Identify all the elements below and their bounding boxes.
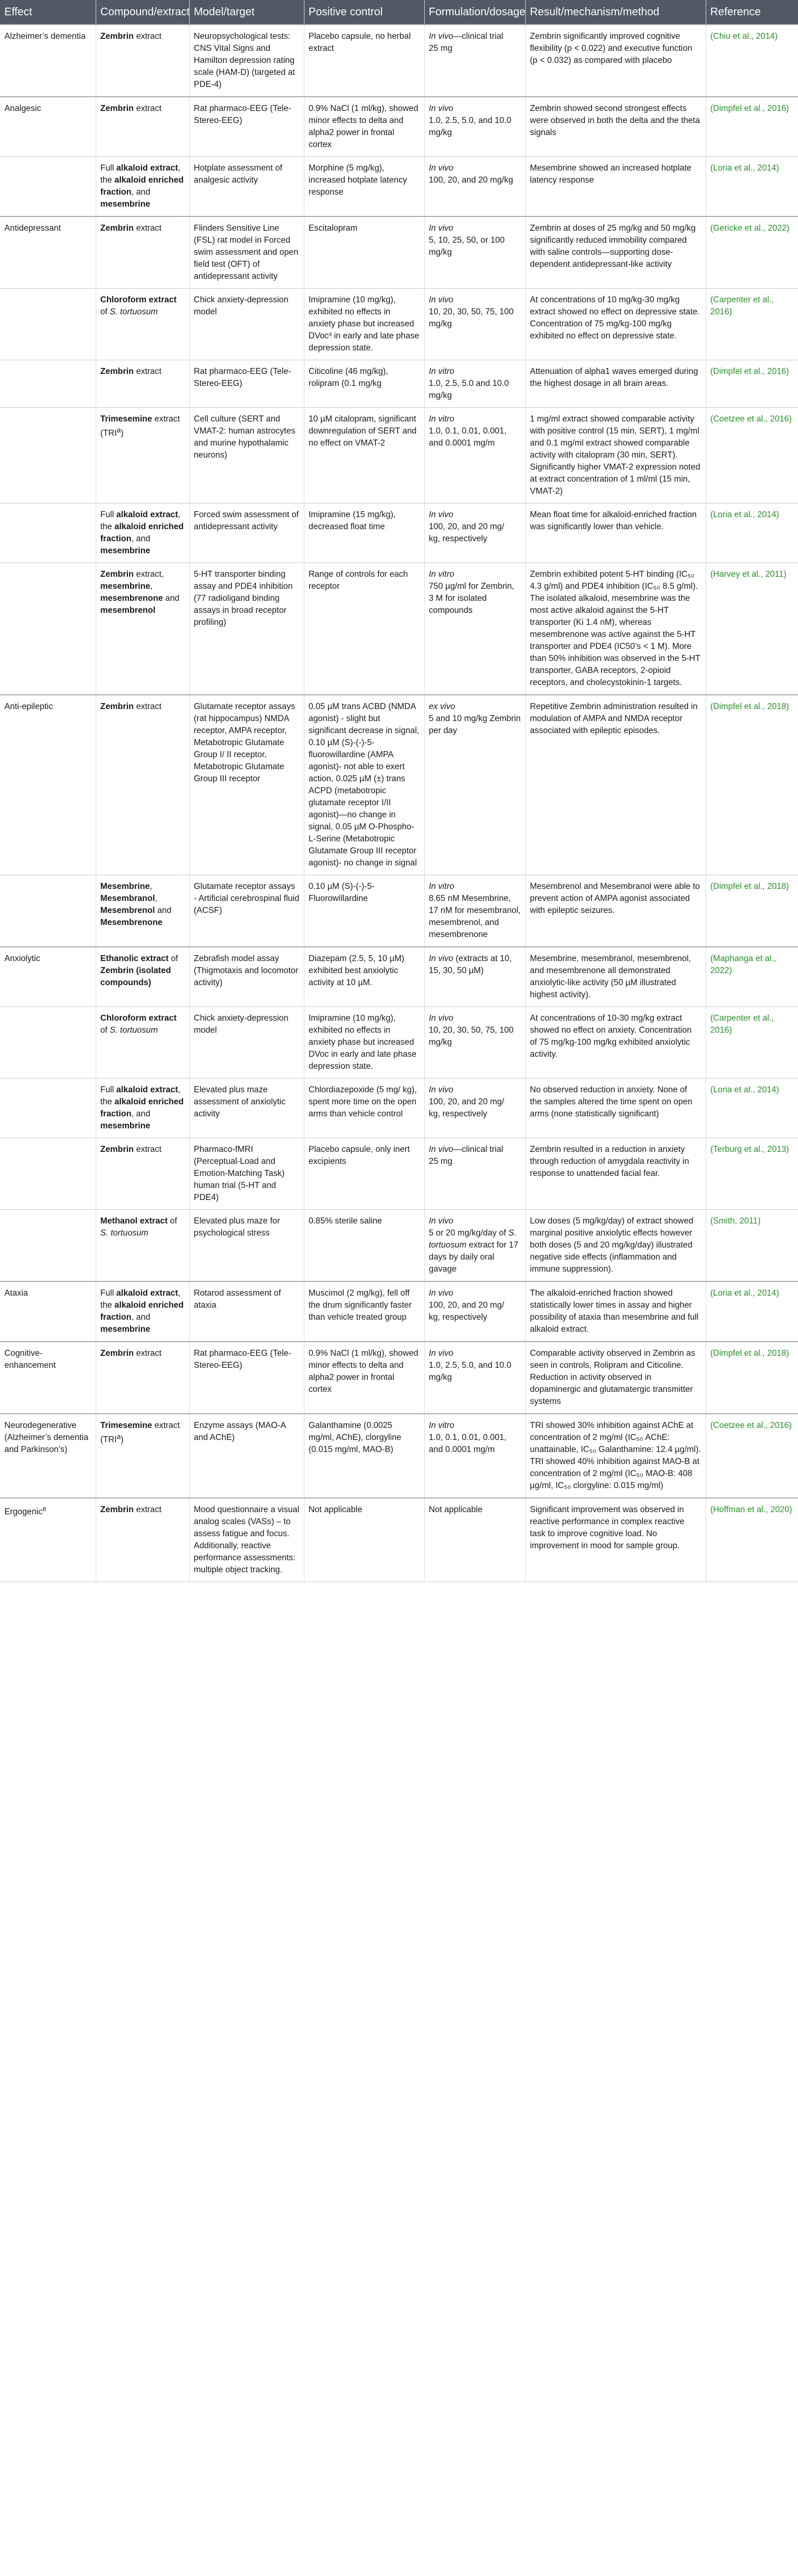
result-cell: Mesembrenol and Mesembranol were able to prevent action of AMPA agonist associated with epileptic seizures.	[525, 875, 706, 947]
reference-link[interactable]: (Maphanga et al., 2022)	[706, 947, 798, 1007]
header-control: Positive control	[304, 0, 424, 25]
compound-cell: Full alkaloid extract, the alkaloid enriched fraction, and mesembrine	[96, 504, 189, 563]
result-cell: Zembrin resulted in a reduction in anxiety through reduction of amygdala reactivity in response to unattended facial fear.	[525, 1138, 706, 1210]
reference-link[interactable]: (Dimpfel et al., 2018)	[706, 1342, 798, 1414]
compound-cell: Zembrin extract	[96, 695, 189, 875]
control-cell: Diazepam (2.5, 5, 10 µM) exhibited best anxiolytic activity at 10 µM.	[304, 947, 424, 1007]
control-cell: 0.05 µM trans ACBD (NMDA agonist) - slight but significant decrease in signal, 0.10 µM (S)-(-)-5-fluorowillardine (AMPA agonist)- not able to exert action, 0.025 µM (±) trans ACPD (metabotropic glutamate receptor I/II agonist)—no change in signal, 0.05 µM O-Phospho-L-Serine (Metabotropic Glutamate Group III receptor agonist)- no change in signal	[304, 695, 424, 875]
model-cell: Neuropsychological tests: CNS Vital Signs and Hamilton depression rating scale (HAM-D) (targeted at PDE-4)	[189, 25, 304, 97]
dosage-cell: In vivo 5, 10, 25, 50, or 100 mg/kg	[424, 216, 525, 289]
compound-cell: Full alkaloid extract, the alkaloid enriched fraction, and mesembrine	[96, 157, 189, 217]
table-row	[0, 1007, 798, 1079]
control-cell: 0.10 µM (S)-(-)-5-Fluorowillardine	[304, 875, 424, 947]
result-cell: Zembrin significantly improved cognitive flexibility (p < 0.022) and executive function (p < 0.032) as compared with placebo	[525, 25, 706, 97]
dosage-cell: In vivo 1.0, 2.5, 5.0, and 10.0 mg/kg	[424, 97, 525, 157]
dosage-cell: In vivo 100, 20, and 20 mg/ kg, respectively	[424, 1079, 525, 1138]
table-row	[0, 1079, 798, 1138]
reference-link[interactable]: (Terburg et al., 2013)	[706, 1138, 798, 1210]
compound-cell: Zembrin extract, mesembrine, mesembrenone and mesembrenol	[96, 563, 189, 695]
compound-cell: Zembrin extract	[96, 1138, 189, 1210]
dosage-cell: In vivo 100, 20, and 20 mg/kg	[424, 157, 525, 217]
table-row	[0, 1281, 798, 1342]
control-cell: Escitalopram	[304, 216, 424, 289]
dosage-cell: In vivo 1.0, 2.5, 5.0, and 10.0 mg/kg	[424, 1342, 525, 1414]
result-cell: Zembrin exhibited potent 5-HT binding (IC₅₀ 4.3 g/ml) and PDE4 inhibition (IC₅₀ 8.5 g/ml). The isolated alkaloid, mesembrine was the most active alkaloid against the 5-HT transporter (Ki 1.4 nM), whereas mesembrenone was active against the 5-HT transporter and PDE4 (IC50’s < 1 M). More than 50% inhibition was observed in the 5-HT transporter, GABA receptors, 2-opioid receptors, and cholecystokinin-1 targets.	[525, 563, 706, 695]
table-row	[0, 1138, 798, 1210]
effect-cell: Antidepressant	[0, 216, 96, 289]
reference-link[interactable]: (Smith, 2011)	[706, 1210, 798, 1282]
table-row	[0, 695, 798, 875]
model-cell: Rotarod assessment of ataxia	[189, 1281, 304, 1342]
result-cell: No observed reduction in anxiety. None of the samples altered the time spent on open arms (none statistically significant)	[525, 1079, 706, 1138]
table-row	[0, 157, 798, 217]
dosage-cell: In vivo (extracts at 10, 15, 30, 50 µM)	[424, 947, 525, 1007]
model-cell: Rat pharmaco-EEG (Tele-Stereo-EEG)	[189, 1342, 304, 1414]
table-row	[0, 1342, 798, 1414]
dosage-cell: In vivo—clinical trial 25 mg	[424, 25, 525, 97]
compound-cell: Zembrin extract	[96, 1342, 189, 1414]
table-row	[0, 875, 798, 947]
effect-cell: Ergogenic$^e$	[0, 1498, 96, 1582]
result-cell: Attenuation of alpha1 waves emerged during the highest dosage in all brain areas.	[525, 360, 706, 408]
header-result: Result/mechanism/method	[525, 0, 706, 25]
reference-link[interactable]: (Hoffman et al., 2020)	[706, 1498, 798, 1582]
result-cell: Zembrin showed second strongest effects were observed in both the delta and the theta signals	[525, 97, 706, 157]
control-cell: Galanthamine (0.0025 mg/ml, AChE), clorgyline (0.015 mg/ml, MAO-B)	[304, 1414, 424, 1498]
table-row	[0, 1498, 798, 1582]
model-cell: Rat pharmaco-EEG (Tele-Stereo-EEG)	[189, 360, 304, 408]
header-reference: Reference	[706, 0, 798, 25]
effect-cell: Neurodegenerative (Alzheimer’s dementia and Parkinson’s)	[0, 1414, 96, 1498]
effect-cell	[0, 360, 96, 408]
result-cell: Significant improvement was observed in reactive performance in complex reactive task to improve cognitive load. No improvement in mood for sample group.	[525, 1498, 706, 1582]
result-cell: Mesembrine showed an increased hotplate latency response	[525, 157, 706, 217]
effect-cell	[0, 408, 96, 504]
model-cell: Enzyme assays (MAO-A and AChE)	[189, 1414, 304, 1498]
header-model: Model/target	[189, 0, 304, 25]
result-cell: Low doses (5 mg/kg/day) of extract showed marginal positive anxiolytic effects however both doses (5 and 20 mg/kg/day) illustrated negative side effects (inflammation and immune suppression).	[525, 1210, 706, 1282]
effect-cell	[0, 1138, 96, 1210]
reference-link[interactable]: (Dimpfel et al., 2018)	[706, 695, 798, 875]
reference-link[interactable]: (Loria et al., 2014)	[706, 157, 798, 217]
dosage-cell: In vivo 100, 20, and 20 mg/ kg, respectively	[424, 1281, 525, 1342]
table-row	[0, 504, 798, 563]
model-cell: Hotplate assessment of analgesic activity	[189, 157, 304, 217]
reference-link[interactable]: (Loria et al., 2014)	[706, 1079, 798, 1138]
control-cell: Imipramine (15 mg/kg), decreased float time	[304, 504, 424, 563]
effect-cell: Cognitive-enhancement	[0, 1342, 96, 1414]
effect-cell	[0, 1007, 96, 1079]
compound-cell: Full alkaloid extract, the alkaloid enriched fraction, and mesembrine	[96, 1281, 189, 1342]
model-cell: Rat pharmaco-EEG (Tele-Stereo-EEG)	[189, 97, 304, 157]
reference-link[interactable]: (Carpenter et al., 2016)	[706, 289, 798, 360]
control-cell: 0.9% NaCl (1 ml/kg), showed minor effects to delta and alpha2 power in frontal cortex	[304, 97, 424, 157]
compound-cell: Zembrin extract	[96, 360, 189, 408]
model-cell: Mood questionnaire a visual analog scales (VASs) – to assess fatigue and focus. Additionally, reactive performance assessments: multiple object tracking.	[189, 1498, 304, 1582]
table-row	[0, 216, 798, 289]
control-cell: Placebo capsule, only inert excipients	[304, 1138, 424, 1210]
table-row	[0, 408, 798, 504]
result-cell: At concentrations of 10 mg/kg-30 mg/kg extract showed no effect on depressive state. Concentration of 75 mg/kg-100 mg/kg exhibited no effect on depressive state.	[525, 289, 706, 360]
reference-link[interactable]: (Dimpfel et al., 2018)	[706, 875, 798, 947]
model-cell: Elevated plus maze for psychological stress	[189, 1210, 304, 1282]
header-effect: Effect	[0, 0, 96, 25]
reference-link[interactable]: (Coetzee et al., 2016)	[706, 408, 798, 504]
compound-cell: Zembrin extract	[96, 25, 189, 97]
table-row	[0, 563, 798, 695]
dosage-cell: In vivo 100, 20, and 20 mg/ kg, respectively	[424, 504, 525, 563]
compound-cell: Full alkaloid extract, the alkaloid enriched fraction, and mesembrine	[96, 1079, 189, 1138]
header-dosage: Formulation/dosage	[424, 0, 525, 25]
compound-cell: Trimesemine extract (TRI$^a$)	[96, 1414, 189, 1498]
model-cell: Pharmaco-fMRI (Perceptual-Load and Emotion-Matching Task) human trial (5-HT and PDE4)	[189, 1138, 304, 1210]
effect-cell	[0, 289, 96, 360]
control-cell: Morphine (5 mg/kg), increased hotplate latency response	[304, 157, 424, 217]
effect-cell: Anxiolytic	[0, 947, 96, 1007]
result-cell: TRI showed 30% inhibition against AChE at concentration of 2 mg/ml (IC₅₀ AChE: unattainable, IC₅₀ Galanthamine: 12.4 µg/ml). TRI showed 40% inhibition against MAO-B at concentration of 2 mg/ml (IC₅₀ MAO-B: 408 µg/ml, IC₅₀ clorgyline: 0.015 mg/ml)	[525, 1414, 706, 1498]
model-cell: Zebrafish model assay (Thigmotaxis and locomotor activity)	[189, 947, 304, 1007]
model-cell: Elevated plus maze assessment of anxiolytic activity	[189, 1079, 304, 1138]
control-cell: Imipramine (10 mg/kg), exhibited no effects in anxiety phase but increased DVoc³ in early and late phase depression state.	[304, 289, 424, 360]
table-row	[0, 1210, 798, 1282]
table-row	[0, 289, 798, 360]
result-cell: Mean float time for alkaloid-enriched fraction was significantly lower than vehicle.	[525, 504, 706, 563]
result-cell: The alkaloid-enriched fraction showed statistically lower times in assay and higher possibility of ataxia than mesembrine and full alkaloid extract.	[525, 1281, 706, 1342]
effect-cell	[0, 157, 96, 217]
control-cell: Placebo capsule, no herbal extract	[304, 25, 424, 97]
effect-cell	[0, 875, 96, 947]
effect-cell	[0, 1210, 96, 1282]
compound-cell: Zembrin extract	[96, 1498, 189, 1582]
effect-cell	[0, 504, 96, 563]
reference-link[interactable]: (Dimpfel et al., 2016)	[706, 97, 798, 157]
result-cell: Zembrin at doses of 25 mg/kg and 50 mg/kg significantly reduced immobility compared with saline controls—supporting dose-dependent antidepressant-like activity	[525, 216, 706, 289]
header-compound: Compound/extract	[96, 0, 189, 25]
reference-link[interactable]: (Loria et al., 2014)	[706, 1281, 798, 1342]
table-row	[0, 947, 798, 1007]
table-row	[0, 1414, 798, 1498]
control-cell: Range of controls for each receptor	[304, 563, 424, 695]
model-cell: Cell culture (SERT and VMAT-2: human astrocytes and murine hypothalamic neurons)	[189, 408, 304, 504]
effect-cell: Analgesic	[0, 97, 96, 157]
compound-cell: Zembrin extract	[96, 216, 189, 289]
compound-cell: Chloroform extract of S. tortuosum	[96, 289, 189, 360]
dosage-cell: ex vivo 5 and 10 mg/kg Zembrin per day	[424, 695, 525, 875]
compound-cell: Chloroform extract of S. tortuosum	[96, 1007, 189, 1079]
model-cell: Flinders Sensitive Line (FSL) rat model in Forced swim assessment and open field test (OFT) of antidepressant activity	[189, 216, 304, 289]
control-cell: Imipramine (10 mg/kg), exhibited no effects in anxiety phase but increased DVoc in early and late phase depression state.	[304, 1007, 424, 1079]
reference-link[interactable]: (Carpenter et al., 2016)	[706, 1007, 798, 1079]
model-cell: Chick anxiety-depression model	[189, 1007, 304, 1079]
result-cell: Mesembrine, mesembranol, mesembrenol, and mesembrenone all demonstrated anxiolytic-like activity (50 µM illustrated highest activity).	[525, 947, 706, 1007]
effect-cell	[0, 1079, 96, 1138]
effect-cell: Alzheimer’s dementia	[0, 25, 96, 97]
table-row	[0, 360, 798, 408]
table-body	[0, 25, 798, 1582]
reference-link[interactable]: (Chiu et al., 2014)	[706, 25, 798, 97]
dosage-cell: In vivo 5 or 20 mg/kg/day of S. tortuosum extract for 17 days by daily oral gavage	[424, 1210, 525, 1282]
compound-cell: Zembrin extract	[96, 97, 189, 157]
dosage-cell: In vitro 8.65 nM Mesembrine, 17 nM for mesembranol, mesembrenol, and mesembrenone	[424, 875, 525, 947]
result-cell: Repetitive Zembrin administration resulted in modulation of AMPA and NMDA receptor associated with epileptic episodes.	[525, 695, 706, 875]
reference-link[interactable]: (Dimpfel et al., 2016)	[706, 360, 798, 408]
table-row	[0, 25, 798, 97]
model-cell: 5-HT transporter binding assay and PDE4 inhibition (77 radioligand binding assays in broad receptor profiling)	[189, 563, 304, 695]
result-cell: 1 mg/ml extract showed comparable activity with positive control (15 min, SERT), 1 mg/ml and 0.1 mg/ml extract showed comparable activity with citalopram (30 min, SERT). Significantly higher VMAT-2 expression noted at extract concentration of 1 ml/ml (15 min, VMAT-2)	[525, 408, 706, 504]
table-header-row	[0, 0, 798, 25]
effect-cell: Anti-epileptic	[0, 695, 96, 875]
control-cell: 10 µM citalopram, significant downregulation of SERT and no effect on VMAT-2	[304, 408, 424, 504]
result-cell: Comparable activity observed in Zembrin as seen in controls, Rolipram and Citicoline. Reduction in activity observed in dopaminergic and glutamatergic transmitter systems	[525, 1342, 706, 1414]
reference-link[interactable]: (Gericke et al., 2022)	[706, 216, 798, 289]
control-cell: 0.85% sterile saline	[304, 1210, 424, 1282]
dosage-cell: In vitro 1.0, 0.1, 0.01, 0.001, and 0.0001 mg/m	[424, 1414, 525, 1498]
effect-cell	[0, 563, 96, 695]
dosage-cell: Not applicable	[424, 1498, 525, 1582]
dosage-cell: In vitro 750 µg/ml for Zembrin, 3 M for isolated compounds	[424, 563, 525, 695]
control-cell: Citicoline (46 mg/kg), rolipram (0.1 mg/kg	[304, 360, 424, 408]
control-cell: Not applicable	[304, 1498, 424, 1582]
dosage-cell: In vivo—clinical trial 25 mg	[424, 1138, 525, 1210]
control-cell: Muscimol (2 mg/kg), fell off the drum significantly faster than vehicle treated group	[304, 1281, 424, 1342]
compound-cell: Ethanolic extract of Zembrin (isolated compounds)	[96, 947, 189, 1007]
table-row	[0, 97, 798, 157]
compound-cell: Mesembrine, Mesembranol, Mesembrenol and Mesembrenone	[96, 875, 189, 947]
compound-cell: Methanol extract of S. tortuosum	[96, 1210, 189, 1282]
compound-cell: Trimesemine extract (TRI$^a$)	[96, 408, 189, 504]
model-cell: Glutamate receptor assays - Artificial cerebrospinal fluid (ACSF)	[189, 875, 304, 947]
reference-link[interactable]: (Coetzee et al., 2016)	[706, 1414, 798, 1498]
effect-cell: Ataxia	[0, 1281, 96, 1342]
reference-link[interactable]: (Harvey et al., 2011)	[706, 563, 798, 695]
reference-link[interactable]: (Loria et al., 2014)	[706, 504, 798, 563]
model-cell: Glutamate receptor assays (rat hippocampus) NMDA receptor, AMPA receptor, Metabotropic Glutamate Group I/ II receptor, Metabotropic Glutamate Group III receptor	[189, 695, 304, 875]
dosage-cell: In vitro 1.0, 0.1, 0.01, 0.001, and 0.0001 mg/m	[424, 408, 525, 504]
model-cell: Forced swim assessment of antidepressant activity	[189, 504, 304, 563]
control-cell: Chlordiazepoxide (5 mg/ kg), spent more time on the open arms than vehicle control	[304, 1079, 424, 1138]
dosage-cell: In vitro 1.0, 2.5, 5.0 and 10.0 mg/kg	[424, 360, 525, 408]
dosage-cell: In vivo 10, 20, 30, 50, 75, 100 mg/kg	[424, 1007, 525, 1079]
model-cell: Chick anxiety-depression model	[189, 289, 304, 360]
result-cell: At concentrations of 10-30 mg/kg extract showed no effect on anxiety. Concentration of 75 mg/kg-100 mg/kg exhibited anxiolytic activity.	[525, 1007, 706, 1079]
control-cell: 0.9% NaCl (1 ml/kg), showed minor effects to delta and alpha2 power in frontal cortex	[304, 1342, 424, 1414]
dosage-cell: In vivo 10, 20, 30, 50, 75, 100 mg/kg	[424, 289, 525, 360]
